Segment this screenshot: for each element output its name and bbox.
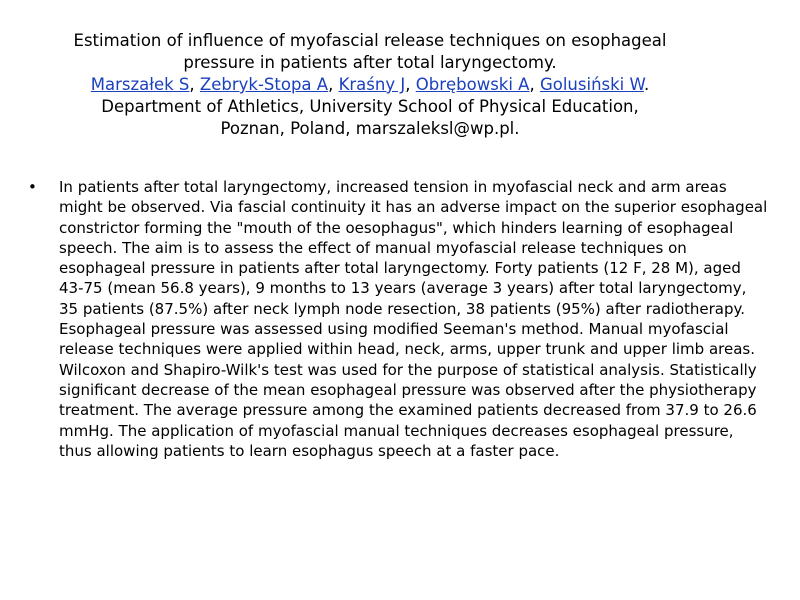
author-list xyxy=(20,74,720,96)
author-separator: , xyxy=(405,75,416,94)
affiliation-line-2: Poznan, Poland, marszaleksl@wp.pl. xyxy=(220,119,520,138)
abstract-block xyxy=(28,177,770,461)
author-link-marszalek[interactable]: Marszałek S xyxy=(90,75,190,94)
author-separator: , xyxy=(529,75,540,94)
bullet-icon: • xyxy=(28,178,37,196)
author-link-obrebowski[interactable]: Obrębowski A xyxy=(415,75,530,94)
header xyxy=(20,30,720,140)
title-line-2: pressure in patients after total laryngectomy. xyxy=(183,53,557,72)
abstract-text: In patients after total laryngectomy, increased tension in myofascial neck and arm areas might be observed. Via fascial continuity it has an adverse impact on the superior esophageal constrictor forming the "mouth of the oesophagus", which hinders learning of esophageal speech. The aim is to assess the effect of manual myofascial release techniques on esophageal pressure in patients after total laryngectomy. Forty patients (12 F, 28 M), aged 43-75 (mean 56.8 years), 9 months to 13 years (average 3 years) after total laryngectomy, 35 patients (87.5%) after neck lymph node resection, 38 patients (95%) after radiotherapy. Esophageal pressure was assessed using modified Seeman's method. Manual myofascial release techniques were applied within head, neck, arms, upper trunk and upper limb areas. Wilcoxon and Shapiro-Wilk's test was used for the purpose of statistical analysis. Statistically significant decrease of the mean esophageal pressure was observed after the physiotherapy treatment. The average pressure among the examined patients decreased from 37.9 to 26.6 mmHg. The application of myofascial manual techniques decreases esophageal pressure, thus allowing patients to learn esophagus speech at a faster pace. xyxy=(59,178,768,460)
affiliation-line-1: Department of Athletics, University School of Physical Education, xyxy=(101,97,639,116)
author-link-golusinski[interactable]: Golusiński W xyxy=(539,75,644,94)
author-link-krasny[interactable]: Kraśny J xyxy=(338,75,406,94)
author-separator: , xyxy=(189,75,200,94)
author-separator: , xyxy=(328,75,339,94)
title-line-1: Estimation of influence of myofascial release techniques on esophageal xyxy=(73,31,667,50)
author-link-zebryk-stopa[interactable]: Zebryk-Stopa A xyxy=(199,75,329,94)
author-end: . xyxy=(643,75,650,94)
